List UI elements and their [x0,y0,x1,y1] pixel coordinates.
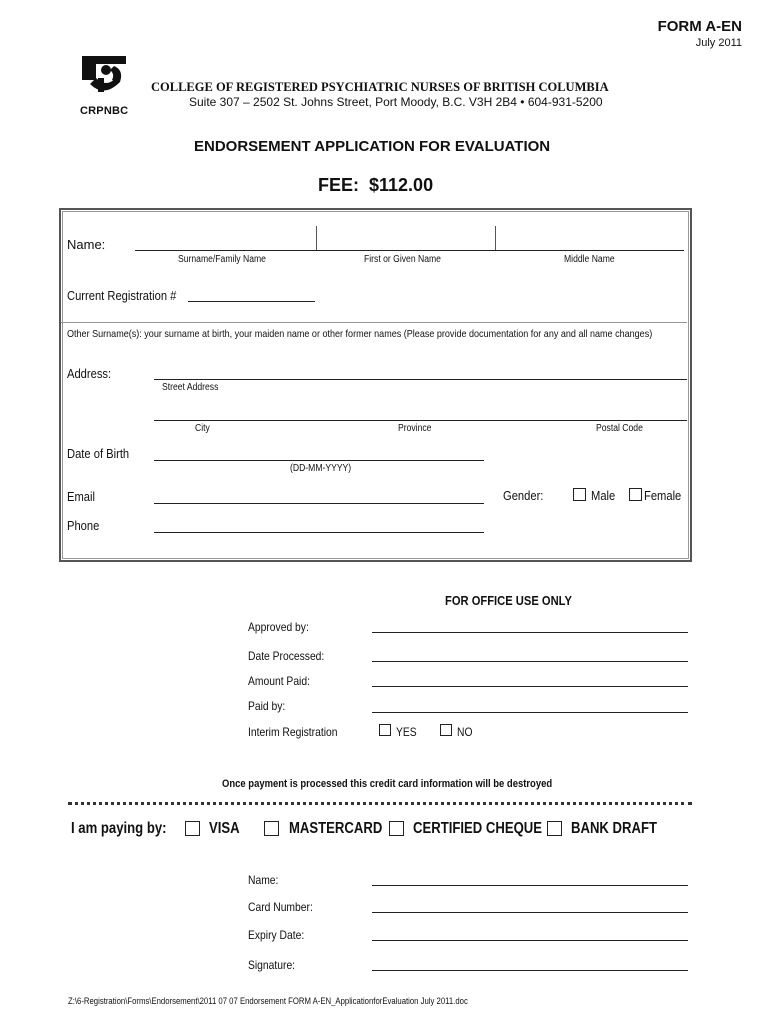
name-divider [495,226,496,250]
name-field[interactable] [135,250,684,251]
phone-label: Phone [67,518,100,533]
dob-field[interactable] [154,460,484,461]
interim-no-checkbox[interactable] [440,724,452,736]
city-province-postal-field[interactable] [154,420,687,421]
email-field[interactable] [154,503,484,504]
interim-no-label: NO [457,725,473,739]
expiry-date-field[interactable] [372,940,688,941]
street-caption: Street Address [162,382,219,393]
dob-label: Date of Birth [67,446,130,461]
male-checkbox[interactable] [573,488,586,501]
phone-field[interactable] [154,532,484,533]
file-path-footer: Z:\6-Registration\Forms\Endorsement\2011 07 07 Endorsement FORM A-EN_ApplicationforEvaluation July 2011.doc [68,996,468,1006]
visa-label: VISA [209,820,240,837]
expiry-date-label: Expiry Date: [248,928,305,942]
province-caption: Province [398,423,432,434]
other-surnames-note: Other Surname(s): your surname at birth, your maiden name or other former names (Please provide documentation for any and all name changes) [67,328,653,340]
city-caption: City [195,423,210,434]
certified-cheque-label: CERTIFIED CHEQUE [413,820,543,837]
registration-label: Current Registration # [67,288,177,303]
gender-label: Gender: [503,488,544,503]
crpnbc-logo [80,54,128,116]
dotted-separator [68,802,692,805]
signature-field[interactable] [372,970,688,971]
street-address-field[interactable] [154,379,687,380]
postal-code-caption: Postal Code [596,423,643,434]
interim-registration-label: Interim Registration [248,725,338,739]
interim-yes-label: YES [396,725,417,739]
amount-paid-field[interactable] [372,686,688,687]
logo-text: CRPNBC [80,105,129,117]
date-processed-field[interactable] [372,661,688,662]
paying-by-label: I am paying by: [71,820,167,837]
mastercard-checkbox[interactable] [264,821,279,836]
date-processed-label: Date Processed: [248,649,325,663]
form-title: ENDORSEMENT APPLICATION FOR EVALUATION [194,138,551,155]
name-label: Name: [67,237,106,252]
surname-caption: Surname/Family Name [178,254,266,265]
dob-format: (DD-MM-YYYY) [290,463,352,474]
middle-name-caption: Middle Name [564,254,615,265]
fee: FEE: $112.00 [318,175,434,195]
office-use-heading: FOR OFFICE USE ONLY [445,593,572,608]
form-code: FORM A-EN [657,18,742,35]
bank-draft-label: BANK DRAFT [571,820,657,837]
interim-yes-checkbox[interactable] [379,724,391,736]
form-date: July 2011 [695,37,742,49]
org-address: Suite 307 – 2502 St. Johns Street, Port Moody, B.C. V3H 2B4 • 604-931-5200 [189,95,603,109]
address-label: Address: [67,366,112,381]
registration-field[interactable] [188,301,315,302]
approved-by-label: Approved by: [248,620,309,634]
card-name-label: Name: [248,873,279,887]
paid-by-label: Paid by: [248,699,286,713]
section-divider [61,322,687,323]
org-name: COLLEGE OF REGISTERED PSYCHIATRIC NURSES OF BRITISH COLUMBIA [151,80,609,94]
card-name-field[interactable] [372,885,688,886]
male-label: Male [591,488,616,503]
bank-draft-checkbox[interactable] [547,821,562,836]
first-name-caption: First or Given Name [364,254,441,265]
crpnbc-logo-icon [80,54,128,100]
card-number-label: Card Number: [248,900,313,914]
amount-paid-label: Amount Paid: [248,674,310,688]
visa-checkbox[interactable] [185,821,200,836]
mastercard-label: MASTERCARD [289,820,383,837]
female-label: Female [644,488,682,503]
paid-by-field[interactable] [372,712,688,713]
signature-label: Signature: [248,958,296,972]
email-label: Email [67,489,95,504]
certified-cheque-checkbox[interactable] [389,821,404,836]
approved-by-field[interactable] [372,632,688,633]
card-number-field[interactable] [372,912,688,913]
name-divider [316,226,317,250]
female-checkbox[interactable] [629,488,642,501]
payment-notice: Once payment is processed this credit card information will be destroyed [222,778,553,790]
